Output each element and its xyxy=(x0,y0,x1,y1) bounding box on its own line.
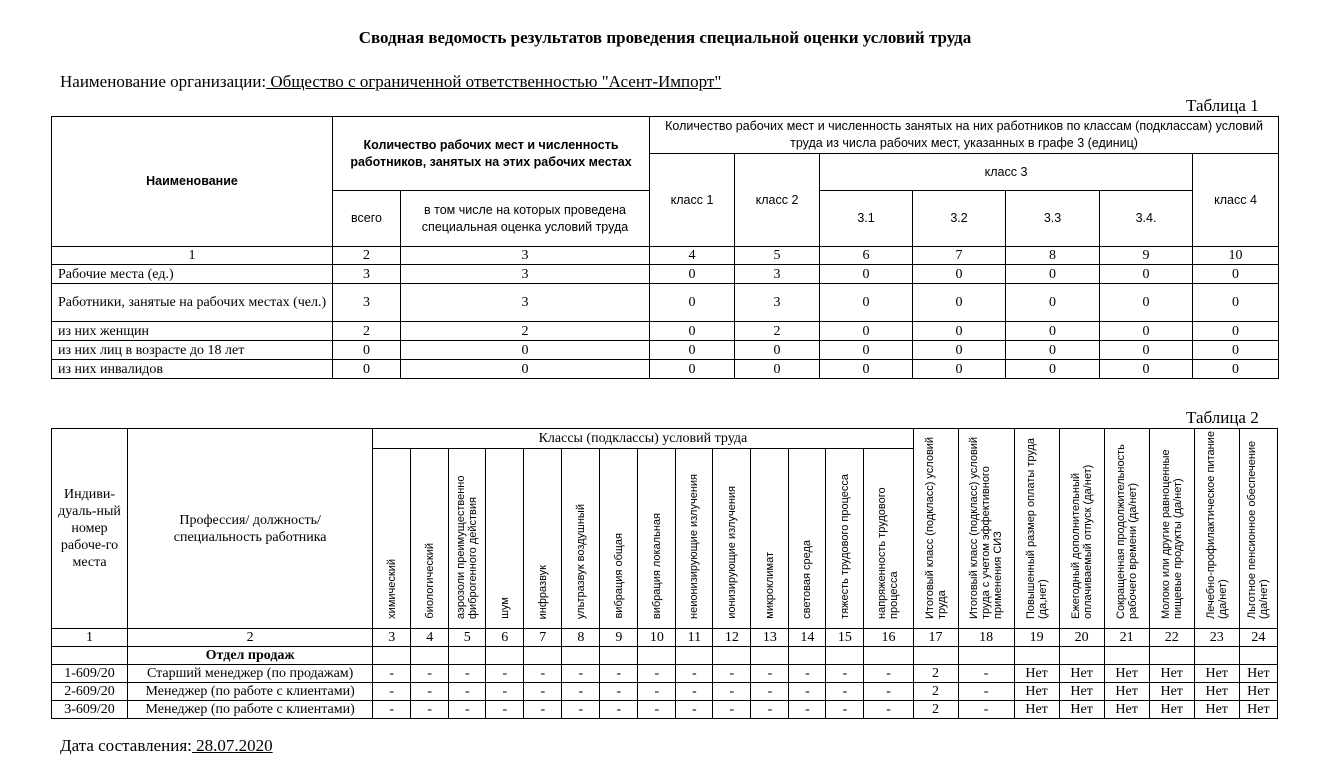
cell: 0 xyxy=(650,360,735,379)
table-row xyxy=(52,701,1278,719)
cell: 0 xyxy=(820,341,913,360)
summary-table xyxy=(51,116,1279,379)
cell: 0 xyxy=(913,284,1006,322)
cell: 0 xyxy=(401,360,650,379)
table-row xyxy=(52,322,1279,341)
cell: - xyxy=(789,665,826,683)
cell: - xyxy=(789,701,826,719)
cell: Нет xyxy=(1014,701,1059,719)
table-row xyxy=(52,360,1279,379)
header-factor-3: химический xyxy=(373,449,411,629)
cell: 0 xyxy=(1193,284,1279,322)
cell: 0 xyxy=(1006,360,1100,379)
col-num: 13 xyxy=(751,629,789,647)
table-row xyxy=(52,284,1279,322)
cell: - xyxy=(562,665,600,683)
cell: Нет xyxy=(1194,701,1239,719)
header-workplace-id: Индиви-дуаль-ный номер рабоче-го места xyxy=(52,429,128,629)
cell: 0 xyxy=(735,341,820,360)
table-row xyxy=(52,341,1279,360)
workplace-id: 3-609/20 xyxy=(52,701,128,719)
cell: 2 xyxy=(735,322,820,341)
cell: - xyxy=(638,701,676,719)
cell: Нет xyxy=(1194,665,1239,683)
cell: - xyxy=(638,683,676,701)
header-class3: класс 3 xyxy=(820,154,1193,191)
cell: 0 xyxy=(1100,322,1193,341)
department-row xyxy=(52,647,1278,665)
cell: - xyxy=(751,701,789,719)
cell: 0 xyxy=(1006,322,1100,341)
row-name: Работники, занятые на рабочих местах (чел.) xyxy=(52,284,333,322)
col-num: 6 xyxy=(820,247,913,265)
cell: 2 xyxy=(401,322,650,341)
cell: 2 xyxy=(333,322,401,341)
col-num: 5 xyxy=(449,629,486,647)
header-extra-24: Льготное пенсионное обеспечение (да/нет) xyxy=(1239,429,1277,629)
cell: Нет xyxy=(1059,701,1104,719)
col-num: 18 xyxy=(958,629,1014,647)
cell: 0 xyxy=(1100,360,1193,379)
col-num: 12 xyxy=(713,629,751,647)
organization-name: Общество с ограниченной ответственностью "Асент-Импорт" xyxy=(266,72,722,91)
col-num: 8 xyxy=(1006,247,1100,265)
date-value: 28.07.2020 xyxy=(191,736,273,755)
col-num: 21 xyxy=(1104,629,1149,647)
cell: - xyxy=(411,665,449,683)
organization-line xyxy=(60,72,721,92)
cell: - xyxy=(486,665,524,683)
cell: 3 xyxy=(333,265,401,284)
organization-label: Наименование организации: xyxy=(60,72,267,91)
cell: - xyxy=(676,701,713,719)
header-factor-11: неионизирующие излучения xyxy=(676,449,713,629)
cell: - xyxy=(958,665,1014,683)
header-factor-14: световая среда xyxy=(789,449,826,629)
header-factor-5: аэрозоли преимущественно фиброгенного действия xyxy=(449,449,486,629)
header-factor-15: тяжесть трудового процесса xyxy=(826,449,864,629)
document-title: Сводная ведомость результатов проведения специальной оценки условий труда xyxy=(358,28,972,47)
table1-label: Таблица 1 xyxy=(1186,96,1259,115)
cell: - xyxy=(600,665,638,683)
row-name: из них лиц в возрасте до 18 лет xyxy=(52,341,333,360)
col-num: 22 xyxy=(1149,629,1194,647)
cell: - xyxy=(958,683,1014,701)
col-num: 15 xyxy=(826,629,864,647)
cell: - xyxy=(562,683,600,701)
col-num: 6 xyxy=(486,629,524,647)
cell: - xyxy=(864,701,913,719)
cell: Нет xyxy=(1149,683,1194,701)
cell: 0 xyxy=(820,360,913,379)
cell: - xyxy=(524,701,562,719)
profession: Менеджер (по работе с клиентами) xyxy=(128,683,373,701)
cell: - xyxy=(373,683,411,701)
col-num: 7 xyxy=(913,247,1006,265)
cell: Нет xyxy=(1239,683,1277,701)
table-row xyxy=(52,665,1278,683)
col-num: 9 xyxy=(600,629,638,647)
cell: - xyxy=(373,701,411,719)
header-class1: класс 1 xyxy=(650,154,735,247)
cell: 0 xyxy=(1006,341,1100,360)
cell: 2 xyxy=(913,701,958,719)
col-num: 1 xyxy=(52,629,128,647)
cell: - xyxy=(713,701,751,719)
col-num: 5 xyxy=(735,247,820,265)
header-factor-4: биологический xyxy=(411,449,449,629)
header-class2: класс 2 xyxy=(735,154,820,247)
cell: 3 xyxy=(333,284,401,322)
cell: - xyxy=(562,701,600,719)
cell: - xyxy=(600,683,638,701)
table-row xyxy=(52,683,1278,701)
cell: Нет xyxy=(1194,683,1239,701)
cell: 0 xyxy=(333,341,401,360)
col-num: 7 xyxy=(524,629,562,647)
cell: - xyxy=(826,701,864,719)
header-factor-16: напряженность трудового процесса xyxy=(864,449,913,629)
cell: 3 xyxy=(401,265,650,284)
cell: - xyxy=(864,665,913,683)
profession: Менеджер (по работе с клиентами) xyxy=(128,701,373,719)
cell: - xyxy=(751,665,789,683)
header-extra-22: Молоко или другие равноценные пищевые продукты (да/нет) xyxy=(1149,429,1194,629)
header-sub-3-4: 3.4. xyxy=(1100,191,1193,247)
header-factor-10: вибрация локальная xyxy=(638,449,676,629)
cell: Нет xyxy=(1059,683,1104,701)
table2-label: Таблица 2 xyxy=(1186,408,1259,427)
header-factor-13: микроклимат xyxy=(751,449,789,629)
cell: - xyxy=(638,665,676,683)
col-num: 11 xyxy=(676,629,713,647)
row-name: Рабочие места (ед.) xyxy=(52,265,333,284)
cell: 0 xyxy=(1006,284,1100,322)
cell: Нет xyxy=(1104,701,1149,719)
cell: - xyxy=(958,701,1014,719)
header-extra-18: Итоговый класс (подкласс) условий труда с учетом эффективного применения СИЗ xyxy=(958,429,1014,629)
cell: - xyxy=(864,683,913,701)
department-name: Отдел продаж xyxy=(128,647,373,665)
cell: Нет xyxy=(1149,701,1194,719)
cell: 0 xyxy=(650,322,735,341)
header-class4: класс 4 xyxy=(1193,154,1279,247)
cell: 0 xyxy=(820,322,913,341)
col-num: 10 xyxy=(638,629,676,647)
workplace-id: 1-609/20 xyxy=(52,665,128,683)
cell: 3 xyxy=(401,284,650,322)
cell: 0 xyxy=(913,265,1006,284)
col-num: 4 xyxy=(411,629,449,647)
workplaces-table xyxy=(51,428,1278,719)
date-line xyxy=(60,736,273,756)
header-classes: Количество рабочих мест и численность занятых на них работников по классам (подклассам) условий труда из числа рабочих мест, указанных в графе 3 (единиц) xyxy=(650,117,1279,154)
cell: - xyxy=(411,701,449,719)
cell: Нет xyxy=(1059,665,1104,683)
cell: - xyxy=(449,665,486,683)
col-num: 3 xyxy=(401,247,650,265)
cell: - xyxy=(524,665,562,683)
col-num: 16 xyxy=(864,629,913,647)
cell: - xyxy=(826,683,864,701)
col-num: 19 xyxy=(1014,629,1059,647)
profession: Старший менеджер (по продажам) xyxy=(128,665,373,683)
cell: Нет xyxy=(1014,665,1059,683)
header-factor-9: вибрация общая xyxy=(600,449,638,629)
cell: - xyxy=(449,683,486,701)
cell: 0 xyxy=(913,341,1006,360)
table-row xyxy=(52,265,1279,284)
cell: 0 xyxy=(1100,284,1193,322)
cell: 0 xyxy=(735,360,820,379)
header-factor-8: ультразвук воздушный xyxy=(562,449,600,629)
cell: 3 xyxy=(735,284,820,322)
cell: 0 xyxy=(1100,341,1193,360)
cell: - xyxy=(713,665,751,683)
cell: 0 xyxy=(650,341,735,360)
cell: Нет xyxy=(1239,701,1277,719)
cell: 0 xyxy=(401,341,650,360)
header-extra-17: Итоговый класс (подкласс) условий труда xyxy=(913,429,958,629)
header-extra-20: Ежегодный дополнительный оплачиваемый отпуск (да/нет) xyxy=(1059,429,1104,629)
col-num: 3 xyxy=(373,629,411,647)
cell: - xyxy=(789,683,826,701)
col-num: 23 xyxy=(1194,629,1239,647)
cell: 0 xyxy=(820,284,913,322)
cell: 0 xyxy=(1100,265,1193,284)
cell: Нет xyxy=(1239,665,1277,683)
cell: - xyxy=(524,683,562,701)
cell: - xyxy=(486,683,524,701)
column-numbers-row xyxy=(52,629,1278,647)
col-num: 8 xyxy=(562,629,600,647)
cell: - xyxy=(449,701,486,719)
cell: - xyxy=(676,665,713,683)
header-count: Количество рабочих мест и численность работников, занятых на этих рабочих местах xyxy=(333,117,650,191)
header-extra-23: Лечебно-профилактическое питание (да/нет) xyxy=(1194,429,1239,629)
cell: 0 xyxy=(333,360,401,379)
cell: 0 xyxy=(1006,265,1100,284)
cell: 0 xyxy=(913,322,1006,341)
header-factor-6: шум xyxy=(486,449,524,629)
cell: 0 xyxy=(1193,360,1279,379)
col-num: 4 xyxy=(650,247,735,265)
col-num: 10 xyxy=(1193,247,1279,265)
header-extra-19: Повышенный размер оплаты труда (да,нет) xyxy=(1014,429,1059,629)
header-factor-12: ионизирующие излучения xyxy=(713,449,751,629)
cell: Нет xyxy=(1104,683,1149,701)
cell: 2 xyxy=(913,683,958,701)
col-num: 9 xyxy=(1100,247,1193,265)
cell: 0 xyxy=(1193,265,1279,284)
cell: - xyxy=(826,665,864,683)
header-factor-7: инфразвук xyxy=(524,449,562,629)
cell: Нет xyxy=(1104,665,1149,683)
header-sub-3-3: 3.3 xyxy=(1006,191,1100,247)
row-name: из них инвалидов xyxy=(52,360,333,379)
header-name: Наименование xyxy=(52,117,333,247)
header-total: всего xyxy=(333,191,401,247)
cell: 2 xyxy=(913,665,958,683)
header-assessed: в том числе на которых проведена специальная оценка условий труда xyxy=(401,191,650,247)
col-num: 2 xyxy=(333,247,401,265)
cell: - xyxy=(373,665,411,683)
cell: Нет xyxy=(1149,665,1194,683)
column-numbers-row xyxy=(52,247,1279,265)
col-num: 24 xyxy=(1239,629,1277,647)
cell: 0 xyxy=(1193,322,1279,341)
cell: - xyxy=(676,683,713,701)
header-conditions-classes: Классы (подклассы) условий труда xyxy=(373,429,913,449)
cell: - xyxy=(713,683,751,701)
cell: - xyxy=(600,701,638,719)
date-label: Дата составления: xyxy=(60,736,192,755)
col-num: 2 xyxy=(128,629,373,647)
col-num: 20 xyxy=(1059,629,1104,647)
cell: - xyxy=(411,683,449,701)
header-sub-3-1: 3.1 xyxy=(820,191,913,247)
col-num: 1 xyxy=(52,247,333,265)
cell: - xyxy=(486,701,524,719)
cell: 3 xyxy=(735,265,820,284)
cell: Нет xyxy=(1014,683,1059,701)
cell: 0 xyxy=(1193,341,1279,360)
header-profession: Профессия/ должность/ специальность работника xyxy=(128,429,373,629)
header-sub-3-2: 3.2 xyxy=(913,191,1006,247)
col-num: 17 xyxy=(913,629,958,647)
cell: 0 xyxy=(913,360,1006,379)
cell: 0 xyxy=(650,284,735,322)
cell: 0 xyxy=(650,265,735,284)
header-extra-21: Сокращенная продолжительность рабочего времени (да/нет) xyxy=(1104,429,1149,629)
cell: 0 xyxy=(820,265,913,284)
col-num: 14 xyxy=(789,629,826,647)
cell: - xyxy=(751,683,789,701)
workplace-id: 2-609/20 xyxy=(52,683,128,701)
row-name: из них женщин xyxy=(52,322,333,341)
